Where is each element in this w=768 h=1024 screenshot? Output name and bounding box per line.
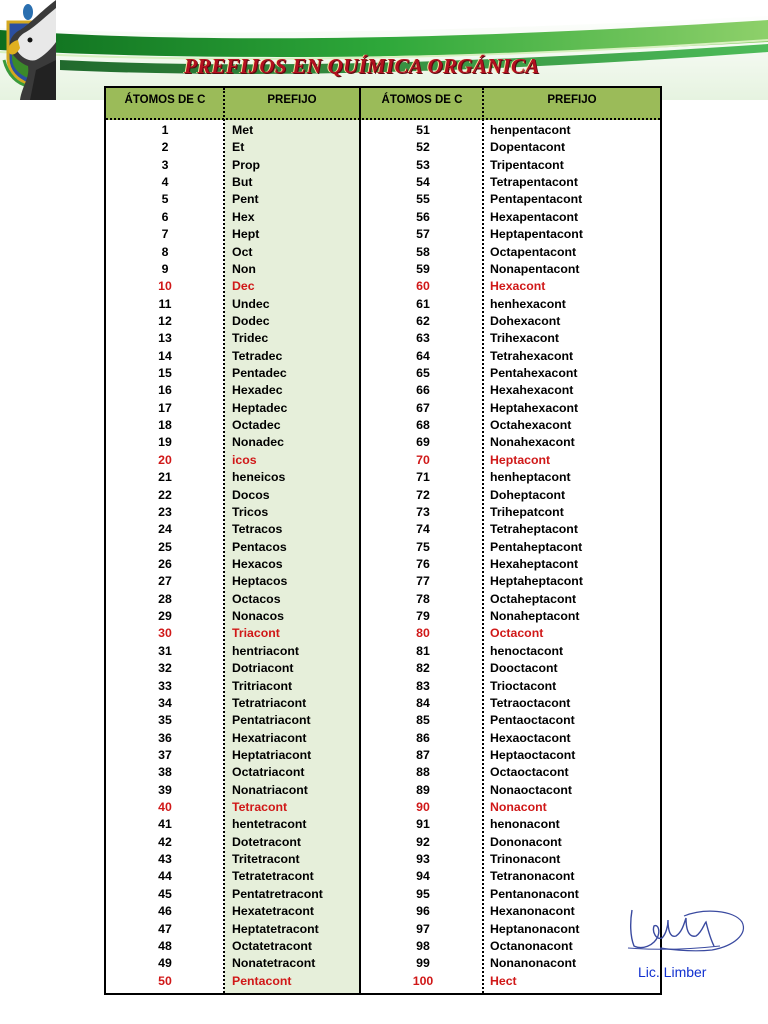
prefix-cell: Trihexacont <box>490 331 560 346</box>
atoms-count-cell: 7 <box>161 227 169 242</box>
table-row <box>106 660 660 677</box>
atoms-count-cell: 40 <box>158 800 172 815</box>
prefix-cell: henonacont <box>490 817 560 832</box>
atoms-count-cell: 2 <box>161 140 169 155</box>
atoms-count-cell: 79 <box>416 609 430 624</box>
prefix-cell: Hexatriacont <box>232 730 307 745</box>
prefix-cell: Tridec <box>232 331 269 346</box>
table-row <box>106 851 660 868</box>
atoms-count-cell: 83 <box>416 678 430 693</box>
prefix-cell: Tetradec <box>232 348 283 363</box>
prefix-cell: Pentatretracont <box>232 886 323 901</box>
handwritten-signature-icon <box>624 906 748 962</box>
atoms-count-cell: 60 <box>416 279 430 294</box>
atoms-count-cell: 10 <box>158 279 172 294</box>
table-row <box>106 799 660 816</box>
prefix-cell: henheptacont <box>490 470 571 485</box>
atoms-count-cell: 92 <box>416 834 430 849</box>
prefix-cell: Tetratetracont <box>232 869 314 884</box>
prefix-cell: Nonahexacont <box>490 435 575 450</box>
prefix-cell: Undec <box>232 296 270 311</box>
table-row <box>106 157 660 174</box>
atoms-count-cell: 51 <box>416 123 430 137</box>
prefix-cell: Tetracont <box>232 800 288 815</box>
atoms-count-cell: 58 <box>416 244 430 259</box>
prefix-cell: Pentadec <box>232 366 287 381</box>
prefix-cell: Octacos <box>232 591 281 606</box>
prefix-cell: Hexaoctacont <box>490 730 571 745</box>
signature-name: Lic. Limber <box>638 964 707 980</box>
atoms-count-cell: 61 <box>416 296 430 311</box>
atoms-count-cell: 82 <box>416 661 430 676</box>
prefix-table <box>104 86 662 995</box>
header-banner <box>0 0 768 100</box>
atoms-count-cell: 93 <box>416 852 430 867</box>
atoms-count-cell: 57 <box>416 227 430 242</box>
table-row <box>106 625 660 642</box>
table-row <box>106 816 660 833</box>
atoms-count-cell: 18 <box>158 418 172 433</box>
atoms-count-cell: 80 <box>416 626 430 641</box>
atoms-count-cell: 66 <box>416 383 430 398</box>
atoms-count-cell: 73 <box>416 504 430 519</box>
prefix-cell: Heptahexacont <box>490 400 579 415</box>
prefix-cell: Heptacos <box>232 574 288 589</box>
atoms-count-cell: 50 <box>158 973 172 988</box>
atoms-count-cell: 87 <box>416 747 430 762</box>
prefix-cell: Hexapentacont <box>490 209 579 224</box>
col-header-atoms-2: ÁTOMOS DE C <box>381 94 463 106</box>
prefix-cell: Pentapentacont <box>490 192 583 207</box>
table-row <box>106 400 660 417</box>
table-row <box>106 973 660 990</box>
prefix-cell: Heptatetracont <box>232 921 319 936</box>
prefix-cell: Heptanonacont <box>490 921 580 936</box>
table-row <box>106 747 660 764</box>
table-row <box>106 278 660 295</box>
atoms-count-cell: 8 <box>161 244 169 259</box>
table-row <box>106 382 660 399</box>
prefix-cell: Tetrahexacont <box>490 348 574 363</box>
atoms-count-cell: 9 <box>161 261 169 276</box>
prefix-cell: Non <box>232 261 256 276</box>
prefix-cell: Dopentacont <box>490 140 566 155</box>
atoms-count-cell: 76 <box>416 556 430 571</box>
table-row <box>106 938 660 955</box>
prefix-cell: Octaoctacont <box>490 765 569 780</box>
prefix-cell: Hexacont <box>490 279 546 294</box>
prefix-cell: Tetraoctacont <box>490 695 571 710</box>
atoms-count-cell: 22 <box>158 487 172 502</box>
atoms-count-cell: 95 <box>416 886 430 901</box>
prefix-cell: Pentatriacont <box>232 713 311 728</box>
atoms-count-cell: 49 <box>158 956 172 971</box>
prefix-cell: Nonacont <box>490 800 547 815</box>
table-row <box>106 695 660 712</box>
prefix-cell: hentetracont <box>232 817 307 832</box>
prefix-cell: Pent <box>232 192 259 207</box>
prefix-cell: Nonatriacont <box>232 782 308 797</box>
prefix-cell: Nonapentacont <box>490 261 580 276</box>
atoms-count-cell: 41 <box>158 817 172 832</box>
atoms-count-cell: 65 <box>416 366 430 381</box>
prefix-cell: Hexadec <box>232 383 283 398</box>
prefix-cell: Octadec <box>232 418 281 433</box>
table-body <box>106 122 660 990</box>
prefix-cell: Nonacos <box>232 609 284 624</box>
table-row <box>106 643 660 660</box>
atoms-count-cell: 59 <box>416 261 430 276</box>
atoms-count-cell: 62 <box>416 313 430 328</box>
prefix-cell: hentriacont <box>232 643 299 658</box>
prefix-cell: Et <box>232 140 245 155</box>
table-header <box>106 88 660 120</box>
table-row <box>106 921 660 938</box>
atoms-count-cell: 96 <box>416 904 430 919</box>
prefix-cell: henpentacont <box>490 123 571 137</box>
table-row <box>106 678 660 695</box>
atoms-count-cell: 78 <box>416 591 430 606</box>
prefix-cell: Tritetracont <box>232 852 300 867</box>
table-row <box>106 122 660 139</box>
atoms-count-cell: 91 <box>416 817 430 832</box>
table-row <box>106 244 660 261</box>
atoms-count-cell: 30 <box>158 626 172 641</box>
prefix-cell: Trihepatcont <box>490 504 564 519</box>
table-row <box>106 487 660 504</box>
atoms-count-cell: 34 <box>158 695 172 710</box>
atoms-count-cell: 72 <box>416 487 430 502</box>
atoms-count-cell: 84 <box>416 695 430 710</box>
atoms-count-cell: 48 <box>158 938 172 953</box>
atoms-count-cell: 5 <box>161 192 169 207</box>
prefix-cell: Nonaheptacont <box>490 609 580 624</box>
prefix-cell: Tetratriacont <box>232 695 307 710</box>
atoms-count-cell: 13 <box>158 331 172 346</box>
prefix-cell: Pentacont <box>232 973 292 988</box>
atoms-count-cell: 25 <box>158 539 172 554</box>
atoms-count-cell: 6 <box>161 209 169 224</box>
prefix-cell: Octanonacont <box>490 938 573 953</box>
atoms-count-cell: 71 <box>416 470 430 485</box>
prefix-cell: Trinonacont <box>490 852 561 867</box>
prefix-cell: Dooctacont <box>490 661 558 676</box>
atoms-count-cell: 77 <box>416 574 430 589</box>
table-row <box>106 712 660 729</box>
prefix-cell: But <box>232 175 253 190</box>
atoms-count-cell: 46 <box>158 904 172 919</box>
table-row <box>106 608 660 625</box>
atoms-count-cell: 85 <box>416 713 430 728</box>
table-row <box>106 452 660 469</box>
prefix-cell: Hexacos <box>232 556 283 571</box>
atoms-count-cell: 88 <box>416 765 430 780</box>
prefix-cell: Hexanonacont <box>490 904 575 919</box>
table-row <box>106 365 660 382</box>
prefix-cell: Heptaheptacont <box>490 574 583 589</box>
table-row <box>106 591 660 608</box>
prefix-cell: Heptaoctacont <box>490 747 576 762</box>
prefix-cell: Pentacos <box>232 539 287 554</box>
prefix-cell: Hect <box>490 973 517 988</box>
atoms-count-cell: 28 <box>158 591 172 606</box>
prefix-cell: Triacont <box>232 626 280 641</box>
atoms-count-cell: 35 <box>158 713 172 728</box>
table-row <box>106 903 660 920</box>
table-row <box>106 521 660 538</box>
table-row <box>106 226 660 243</box>
table-row <box>106 834 660 851</box>
table-row <box>106 868 660 885</box>
atoms-count-cell: 89 <box>416 782 430 797</box>
table-row <box>106 417 660 434</box>
prefix-cell: Oct <box>232 244 253 259</box>
prefix-cell: Octatetracont <box>232 938 312 953</box>
atoms-count-cell: 26 <box>158 556 172 571</box>
atoms-count-cell: 42 <box>158 834 172 849</box>
table-row <box>106 886 660 903</box>
atoms-count-cell: 33 <box>158 678 172 693</box>
atoms-count-cell: 56 <box>416 209 430 224</box>
prefix-cell: Hexaheptacont <box>490 556 579 571</box>
col-header-prefix-1: PREFIJO <box>267 94 317 106</box>
prefix-cell: Octapentacont <box>490 244 577 259</box>
table-row <box>106 782 660 799</box>
prefix-cell: Dotetracont <box>232 834 302 849</box>
table-row <box>106 539 660 556</box>
atoms-count-cell: 55 <box>416 192 430 207</box>
prefix-cell: Pentanonacont <box>490 886 579 901</box>
prefix-cell: Nonaoctacont <box>490 782 572 797</box>
table-row <box>106 573 660 590</box>
atoms-count-cell: 75 <box>416 539 430 554</box>
atoms-count-cell: 53 <box>416 157 430 172</box>
table-row <box>106 556 660 573</box>
atoms-count-cell: 17 <box>158 400 172 415</box>
prefix-cell: Dodec <box>232 313 270 328</box>
atoms-count-cell: 19 <box>158 435 172 450</box>
atoms-count-cell: 12 <box>158 313 172 328</box>
prefix-cell: henhexacont <box>490 296 566 311</box>
table-row <box>106 730 660 747</box>
atoms-count-cell: 38 <box>158 765 172 780</box>
table-row <box>106 261 660 278</box>
atoms-count-cell: 70 <box>416 452 430 467</box>
prefix-cell: Pentaheptacont <box>490 539 583 554</box>
atoms-count-cell: 27 <box>158 574 172 589</box>
prefix-cell: icos <box>232 452 257 467</box>
page-title: PREFIJOS EN QUÍMICA ORGÁNICA <box>184 54 540 78</box>
atoms-count-cell: 23 <box>158 504 172 519</box>
prefix-cell: Met <box>232 123 254 137</box>
table-row <box>106 330 660 347</box>
atoms-count-cell: 98 <box>416 938 430 953</box>
atoms-count-cell: 31 <box>158 643 172 658</box>
atoms-count-cell: 94 <box>416 869 430 884</box>
atoms-count-cell: 39 <box>158 782 172 797</box>
atoms-count-cell: 37 <box>158 747 172 762</box>
prefix-cell: Docos <box>232 487 270 502</box>
atoms-count-cell: 43 <box>158 852 172 867</box>
atoms-count-cell: 44 <box>158 869 172 884</box>
atoms-count-cell: 97 <box>416 921 430 936</box>
prefix-cell: heneicos <box>232 470 286 485</box>
atoms-count-cell: 4 <box>161 175 169 190</box>
prefix-cell: Pentahexacont <box>490 366 578 381</box>
atoms-count-cell: 90 <box>416 800 430 815</box>
table-row <box>106 139 660 156</box>
prefix-cell: henoctacont <box>490 643 564 658</box>
prefix-cell: Dec <box>232 279 255 294</box>
prefix-cell: Heptapentacont <box>490 227 583 242</box>
atoms-count-cell: 29 <box>158 609 172 624</box>
banner-swoosh <box>0 0 768 100</box>
atoms-count-cell: 63 <box>416 331 430 346</box>
prefix-cell: Tetrapentacont <box>490 175 578 190</box>
prefix-cell: Octatriacont <box>232 765 305 780</box>
table-row <box>106 504 660 521</box>
prefix-cell: Nonadec <box>232 435 284 450</box>
prefix-cell: Tetracos <box>232 522 283 537</box>
atoms-count-cell: 16 <box>158 383 172 398</box>
atoms-count-cell: 3 <box>161 157 169 172</box>
atoms-count-cell: 52 <box>416 140 430 155</box>
prefix-cell: Nonanonacont <box>490 956 577 971</box>
prefix-cell: Dohexacont <box>490 313 561 328</box>
prefix-cell: Hexahexacont <box>490 383 574 398</box>
table-row <box>106 191 660 208</box>
prefix-cell: Hex <box>232 209 255 224</box>
prefix-cell: Tetraheptacont <box>490 522 578 537</box>
atoms-count-cell: 86 <box>416 730 430 745</box>
table-row <box>106 313 660 330</box>
prefix-cell: Hept <box>232 227 260 242</box>
atoms-count-cell: 47 <box>158 921 172 936</box>
atoms-count-cell: 45 <box>158 886 172 901</box>
prefix-cell: Prop <box>232 157 261 172</box>
prefix-cell: Octahexacont <box>490 418 572 433</box>
prefix-cell: Heptacont <box>490 452 551 467</box>
prefix-cell: Dononacont <box>490 834 562 849</box>
prefix-cell: Hexatetracont <box>232 904 315 919</box>
prefix-cell: Nonatetracont <box>232 956 316 971</box>
col-header-prefix-2: PREFIJO <box>547 94 597 106</box>
prefix-cell: Heptadec <box>232 400 288 415</box>
prefix-cell: Heptatriacont <box>232 747 312 762</box>
eagle-head-icon <box>0 0 56 100</box>
prefix-cell: Tripentacont <box>490 157 564 172</box>
table-row <box>106 174 660 191</box>
prefix-cell: Octacont <box>490 626 544 641</box>
table-row <box>106 469 660 486</box>
atoms-count-cell: 69 <box>416 435 430 450</box>
prefix-cell: Pentaoctacont <box>490 713 575 728</box>
prefix-cell: Tricos <box>232 504 269 519</box>
col-header-atoms-1: ÁTOMOS DE C <box>124 94 206 106</box>
prefix-cell: Octaheptacont <box>490 591 577 606</box>
atoms-count-cell: 14 <box>158 348 172 363</box>
atoms-count-cell: 100 <box>412 973 434 988</box>
prefix-cell: Doheptacont <box>490 487 566 502</box>
atoms-count-cell: 99 <box>416 956 430 971</box>
atoms-count-cell: 15 <box>158 366 172 381</box>
table-row <box>106 348 660 365</box>
atoms-count-cell: 68 <box>416 418 430 433</box>
prefix-cell: Dotriacont <box>232 661 294 676</box>
atoms-count-cell: 74 <box>416 522 430 537</box>
atoms-count-cell: 54 <box>416 175 430 190</box>
atoms-count-cell: 67 <box>416 400 430 415</box>
atoms-count-cell: 11 <box>158 296 172 311</box>
atoms-count-cell: 81 <box>416 643 430 658</box>
atoms-count-cell: 20 <box>158 452 172 467</box>
atoms-count-cell: 1 <box>161 123 169 137</box>
prefix-cell: Tetranonacont <box>490 869 575 884</box>
prefix-cell: Trioctacont <box>490 678 557 693</box>
table-row <box>106 296 660 313</box>
table-row <box>106 434 660 451</box>
atoms-count-cell: 21 <box>158 470 172 485</box>
table-row <box>106 764 660 781</box>
atoms-count-cell: 24 <box>158 522 172 537</box>
atoms-count-cell: 32 <box>158 661 172 676</box>
atoms-count-cell: 36 <box>158 730 172 745</box>
table-row <box>106 955 660 972</box>
table-row <box>106 209 660 226</box>
atoms-count-cell: 64 <box>416 348 430 363</box>
prefix-cell: Tritriacont <box>232 678 293 693</box>
